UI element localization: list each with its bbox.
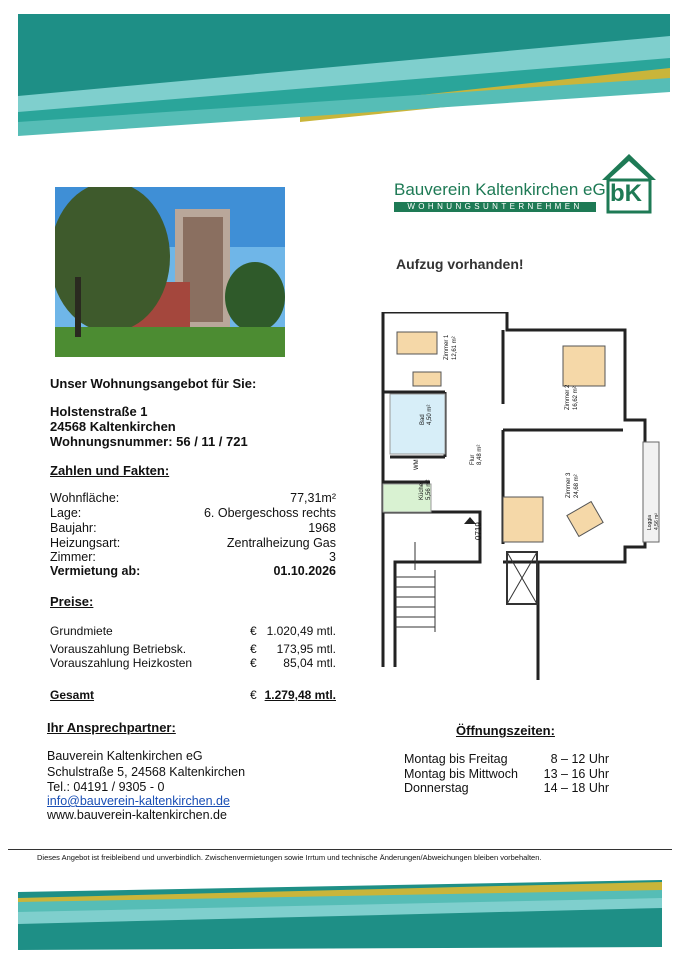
currency-symbol: € [250,642,257,656]
wm-label: WM [414,459,420,470]
fact-value: 77,31m² [290,491,336,505]
price-value: 173,95 mtl. [276,642,336,656]
fact-label: Heizungsart: [50,536,121,550]
building-photo [55,187,285,357]
room-name: Zimmer 1 [444,334,450,360]
rental-value: 01.10.2026 [273,564,336,578]
disclaimer: Dieses Angebot ist freibleibend und unverbindlich. Zwischenvermietungen sowie Irrtum und technische Änderungen/Abweichungen bleiben vorbehalten. [37,853,542,862]
room-area: 4,50 m² [427,404,433,425]
room-name: Zimmer 2 [565,384,571,410]
brand-name: Bauverein Kaltenkirchen eG [394,180,606,199]
city: 24568 Kaltenkirchen [50,419,176,434]
room-name: Loggia [647,514,653,530]
hours-time: 8 – 12 Uhr [550,752,609,766]
room-area: 5,56 m² [426,479,432,500]
hours-days: Donnerstag [404,781,469,795]
price-label: Vorauszahlung Betriebsk. [50,642,187,656]
room-area: 24,68 m² [574,474,580,498]
room-name: Zimmer 3 [566,472,572,498]
contact-email-link[interactable]: info@bauverein-kaltenkirchen.de [47,794,230,808]
brand-tagline: WOHNUNGSUNTERNEHMEN [407,202,583,211]
total-value: 1.279,48 mtl. [264,688,336,702]
contact-line: Schulstraße 5, 24568 Kaltenkirchen [47,765,246,779]
room-area: 16,62 m² [573,386,579,410]
currency-symbol: € [250,688,257,702]
apartment-number: Wohnungsnummer: 56 / 11 / 721 [50,434,248,449]
room-area: 8,48 m² [477,444,483,465]
contact-heading: Ihr Ansprechpartner: [47,720,176,735]
hours-days: Montag bis Freitag [404,752,508,766]
contact-phone: Tel.: 04191 / 9305 - 0 [47,780,165,794]
room-name: Flur [470,454,476,465]
price-value: 1.020,49 mtl. [266,624,336,638]
fact-value: Zentralheizung Gas [226,536,336,550]
logo-letters: bK [610,180,642,207]
contact-website[interactable]: www.bauverein-kaltenkirchen.de [47,808,227,822]
hours-heading: Öffnungszeiten: [456,723,555,738]
room-name: Bad [420,414,426,425]
price-label: Vorauszahlung Heizkosten [50,656,193,670]
prices-heading: Preise: [50,594,94,609]
top-banner [0,0,679,140]
door-number: 0719 [474,522,483,540]
divider [8,849,672,850]
hours-time: 13 – 16 Uhr [543,767,609,781]
tagline-bar [394,202,596,212]
fact-label: Baujahr: [50,521,97,535]
currency-symbol: € [250,656,257,670]
fact-value: 3 [329,550,336,564]
street: Holstenstraße 1 [50,404,148,419]
bottom-banner [0,872,679,952]
total-label: Gesamt [50,688,95,702]
price-value: 85,04 mtl. [283,656,336,670]
room-area: 4,56 m² [654,513,660,530]
hours-time: 14 – 18 Uhr [543,781,609,795]
price-label: Grundmiete [50,624,113,638]
hours-days: Montag bis Mittwoch [404,767,518,781]
intro-heading: Unser Wohnungsangebot für Sie: [50,376,257,391]
fact-label: Lage: [50,506,82,520]
room-area: 12,61 m² [452,336,458,360]
rental-label: Vermietung ab: [50,564,141,578]
facts-heading: Zahlen und Fakten: [50,463,170,478]
fact-value: 6. Obergeschoss rechts [203,506,336,520]
contact-line: Bauverein Kaltenkirchen eG [47,749,203,763]
currency-symbol: € [250,624,257,638]
fact-value: 1968 [308,521,336,535]
elevator-note: Aufzug vorhanden! [396,256,524,272]
fact-label: Zimmer: [50,550,96,564]
room-name: Küche [419,482,425,500]
fact-label: Wohnfläche: [50,491,120,505]
